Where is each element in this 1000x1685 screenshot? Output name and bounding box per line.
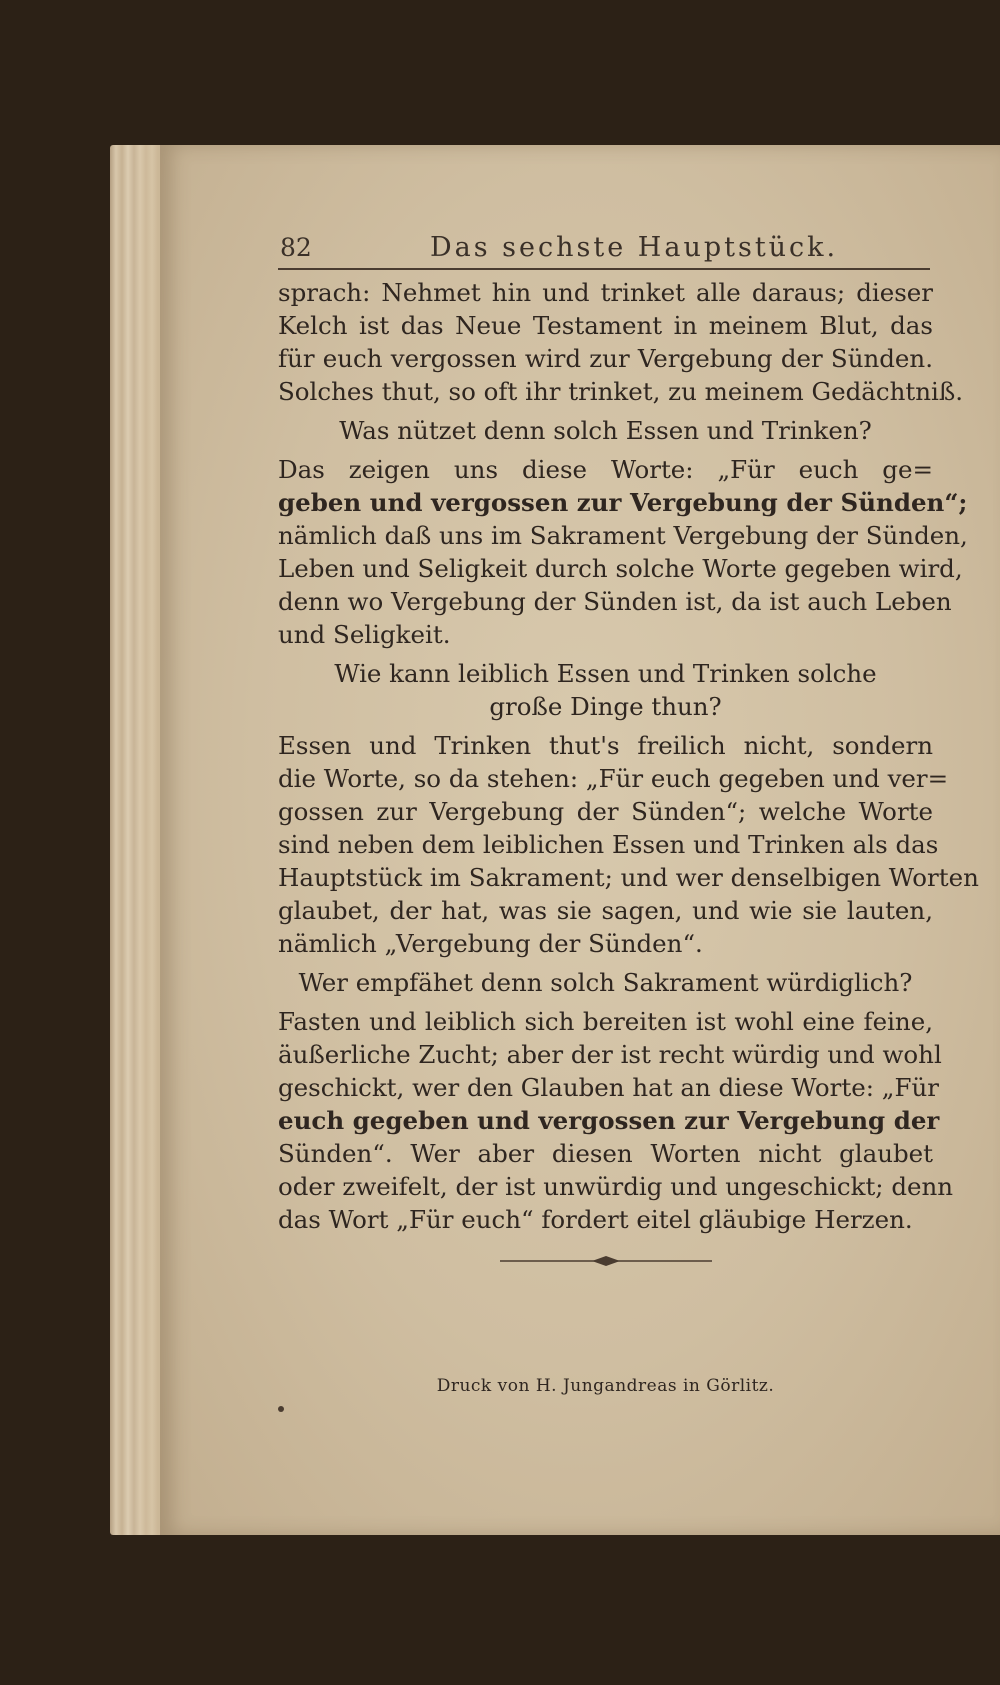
text-line: das Wort „Für euch“ fordert eitel gläubige Herzen.: [278, 1205, 913, 1234]
printer-imprint: Druck von H. Jungandreas in Görlitz.: [436, 1376, 775, 1396]
text-line: gossen zur Vergebung der Sünden“; welche Worte: [278, 797, 933, 826]
text-line: oder zweifelt, der ist unwürdig und ungeschickt; denn: [278, 1172, 954, 1201]
ornament-rule: [500, 1254, 712, 1268]
text-line: nämlich „Vergebung der Sünden“.: [278, 929, 703, 958]
text-line: sprach: Nehmet hin und trinket alle daraus; dieser: [278, 278, 933, 307]
text-line: sind neben dem leiblichen Essen und Trinken als das: [278, 830, 939, 859]
text-line: für euch vergossen wird zur Vergebung der Sünden.: [278, 344, 933, 373]
question-heading: Wie kann leiblich Essen und Trinken solche: [334, 659, 877, 688]
text-line: Essen und Trinken thut's freilich nicht, sondern: [278, 731, 933, 760]
text-line: Fasten und leiblich sich bereiten ist wohl eine feine,: [278, 1007, 933, 1036]
text-line: Solches thut, so oft ihr trinket, zu meinem Gedächtniß.: [278, 377, 963, 406]
text-line: geschickt, wer den Glauben hat an diese Worte: „Für: [278, 1073, 939, 1102]
text-line: Sünden“. Wer aber diesen Worten nicht glaubet: [278, 1139, 933, 1168]
question-heading: große Dinge thun?: [489, 692, 722, 721]
text-line: die Worte, so da stehen: „Für euch gegeben und ver=: [278, 764, 949, 793]
question-heading: Wer empfähet denn solch Sakrament würdiglich?: [298, 968, 913, 997]
text-line: denn wo Vergebung der Sünden ist, da ist auch Leben: [278, 587, 952, 616]
header-rule: [278, 268, 930, 270]
text-line: Hauptstück im Sakrament; und wer denselbigen Worten: [278, 863, 979, 892]
page-number: 82: [280, 233, 312, 262]
text-line: glaubet, der hat, was sie sagen, und wie sie lauten,: [278, 896, 933, 925]
text-line: Kelch ist das Neue Testament in meinem Blut, das: [278, 311, 933, 340]
body-text: [278, 276, 979, 1236]
text-line: Das zeigen uns diese Worte: „Für euch ge=: [278, 455, 933, 484]
text-line: geben und vergossen zur Vergebung der Sünden“;: [278, 488, 968, 517]
ink-dot: [278, 1406, 284, 1412]
text-line: euch gegeben und vergossen zur Vergebung der: [278, 1106, 940, 1135]
question-heading: Was nützet denn solch Essen und Trinken?: [339, 416, 872, 445]
page-header: [280, 232, 930, 268]
running-title: Das sechste Hauptstück.: [430, 232, 839, 263]
text-line: nämlich daß uns im Sakrament Vergebung der Sünden,: [278, 521, 968, 550]
text-line: äußerliche Zucht; aber der ist recht würdig und wohl: [278, 1040, 942, 1069]
text-line: Leben und Seligkeit durch solche Worte gegeben wird,: [278, 554, 963, 583]
text-line: und Seligkeit.: [278, 620, 451, 649]
